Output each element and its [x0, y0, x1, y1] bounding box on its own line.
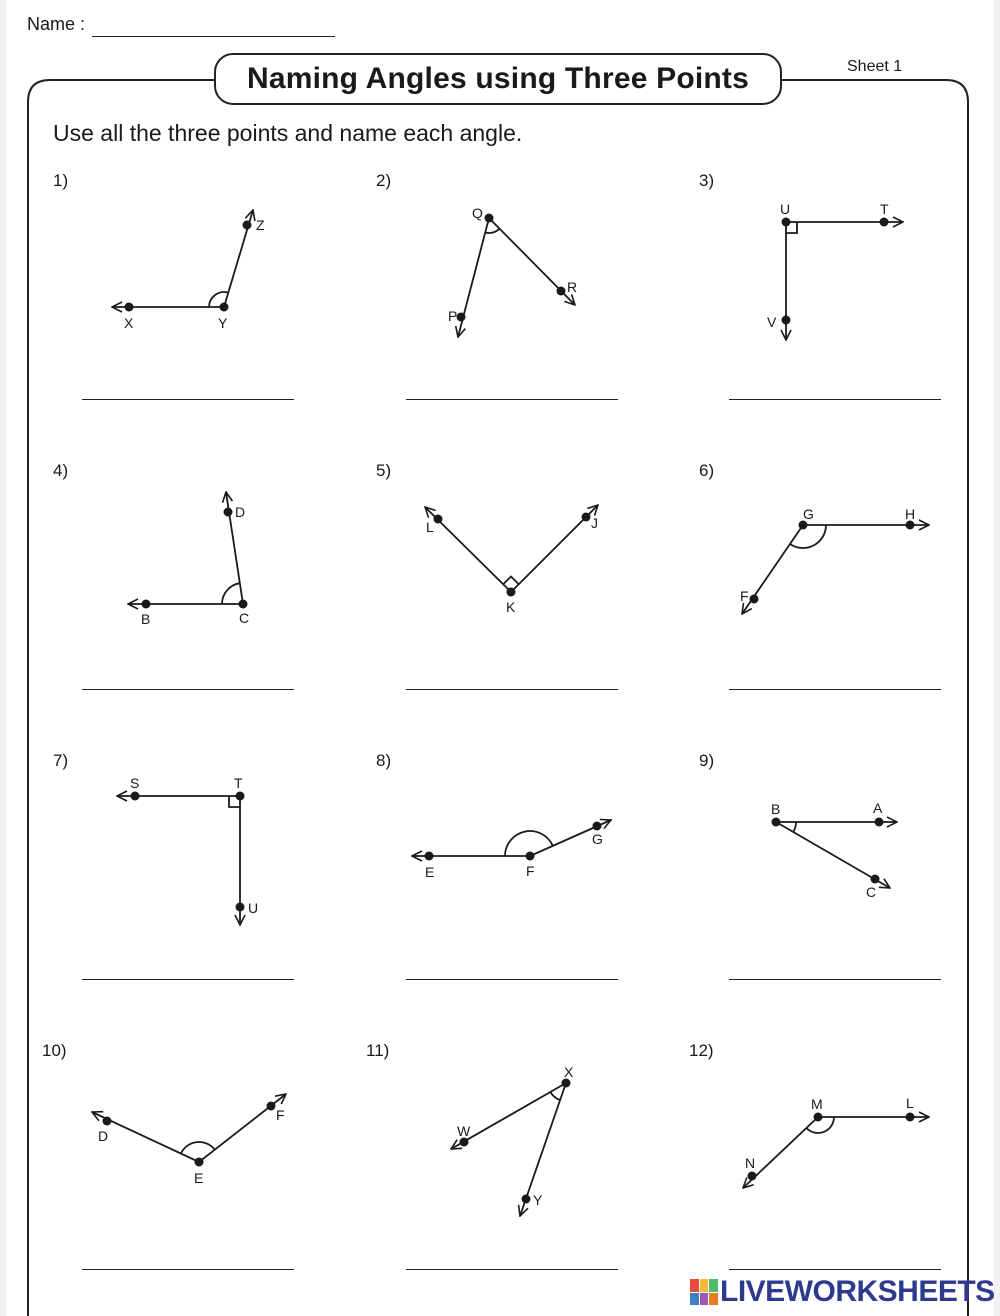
point-label: F	[276, 1107, 285, 1123]
point-label: L	[426, 519, 434, 535]
point-label: Y	[218, 315, 228, 331]
question-number: 10)	[42, 1041, 67, 1060]
point-label: P	[448, 308, 458, 324]
angle-diagram-2	[458, 218, 578, 337]
angle-diagram-7	[117, 796, 240, 925]
question-number: 5)	[376, 461, 392, 480]
angle-diagram-6	[742, 525, 929, 614]
logo-tile	[690, 1293, 699, 1306]
point-label: X	[564, 1064, 574, 1080]
angle-diagram-11	[451, 1083, 566, 1216]
angle-diagram-3	[786, 222, 903, 340]
point-label: E	[194, 1170, 204, 1186]
angle-diagram-12	[743, 1117, 929, 1188]
point-label: V	[767, 314, 777, 330]
question-number: 12)	[689, 1041, 714, 1060]
point-label: E	[425, 864, 435, 880]
logo-tile	[709, 1279, 718, 1292]
logo-tile	[690, 1279, 699, 1292]
question-number: 3)	[699, 171, 715, 190]
logo-tile	[709, 1293, 718, 1306]
point-label: T	[234, 775, 243, 791]
angle-diagram-1	[112, 210, 253, 307]
point-label: F	[740, 588, 749, 604]
question-number: 7)	[53, 751, 69, 770]
point-label: D	[235, 504, 246, 520]
logo-tile	[700, 1279, 709, 1292]
point-label: M	[811, 1096, 823, 1112]
watermark-text: LIVEWORKSHEETS	[720, 1275, 995, 1308]
liveworksheets-watermark	[690, 1274, 995, 1310]
point-label: U	[780, 201, 791, 217]
worksheet-title: Naming Angles using Three Points	[246, 62, 749, 95]
liveworksheets-logo-icon	[690, 1279, 718, 1305]
point-label: X	[124, 315, 134, 331]
point-label: S	[130, 775, 140, 791]
point-label: G	[803, 506, 814, 522]
question-number: 1)	[53, 171, 69, 190]
question-number: 4)	[53, 461, 69, 480]
logo-tile	[700, 1293, 709, 1306]
point-label: K	[506, 599, 516, 615]
instructions: Use all the three points and name each angle.	[53, 120, 523, 146]
point-label: Y	[533, 1192, 543, 1208]
point-label: H	[905, 506, 916, 522]
point-label: Z	[256, 217, 265, 233]
point-label: B	[141, 611, 151, 627]
question-number: 11)	[366, 1041, 390, 1060]
point-label: G	[592, 831, 603, 847]
sheet-label: Sheet 1	[847, 58, 903, 75]
question-number: 2)	[376, 171, 392, 190]
angle-diagram-10	[92, 1094, 286, 1162]
point-label: N	[745, 1155, 756, 1171]
point-label: W	[457, 1123, 471, 1139]
point-label: D	[98, 1128, 109, 1144]
point-label: B	[771, 801, 781, 817]
point-label: F	[526, 863, 535, 879]
point-label: C	[866, 884, 877, 900]
question-number: 9)	[699, 751, 715, 770]
question-number: 8)	[376, 751, 392, 770]
point-label: L	[906, 1095, 914, 1111]
point-label: Q	[472, 205, 483, 221]
question-number: 6)	[699, 461, 715, 480]
point-label: U	[248, 900, 259, 916]
angle-diagram-5	[425, 505, 598, 592]
angle-diagram-8	[412, 820, 611, 856]
point-label: A	[873, 800, 883, 816]
point-label: R	[567, 279, 578, 295]
point-label: T	[880, 201, 889, 217]
point-label: C	[239, 610, 250, 626]
point-label: J	[591, 515, 598, 531]
name-label: Name :	[27, 14, 86, 34]
